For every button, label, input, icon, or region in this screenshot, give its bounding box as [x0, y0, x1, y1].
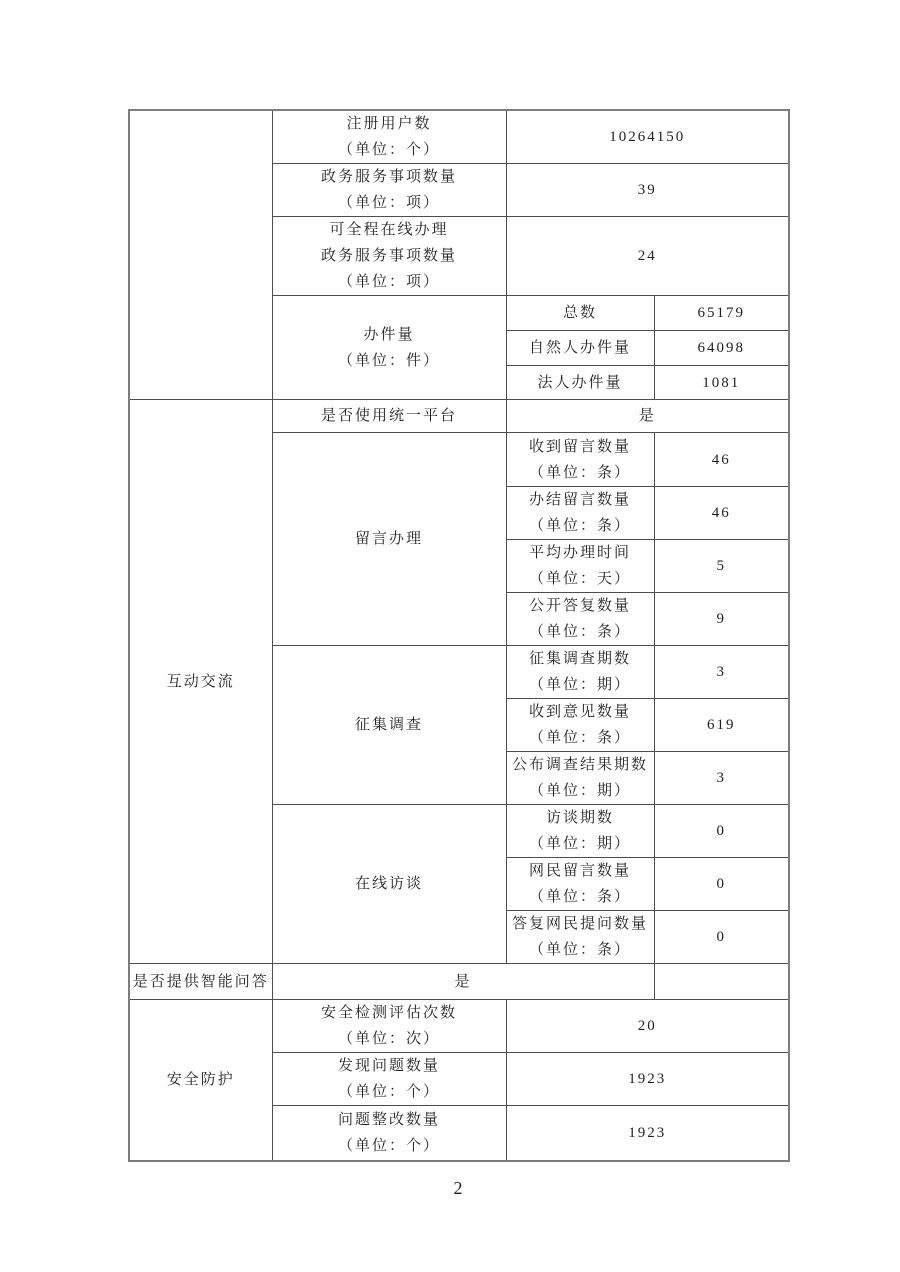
group-cell-blank	[129, 110, 272, 400]
row-label-problems-fixed	[272, 1106, 506, 1161]
group-cell-interaction: 互动交流	[129, 400, 272, 964]
value-security-checks: 20	[506, 1000, 789, 1053]
value-survey-results: 3	[654, 752, 789, 805]
label-line: 办结留言数量	[528, 492, 631, 508]
label-unit-line: （单位：条）	[528, 624, 631, 640]
label-unit-line: （单位：件）	[337, 352, 440, 369]
sub-label-case-natural: 自然人办件量	[506, 331, 654, 366]
value-msg-completed: 46	[654, 487, 789, 540]
value-msg-avg-time: 5	[654, 540, 789, 593]
label-unit-line: （单位：期）	[528, 783, 631, 799]
sub-label-case-total: 总数	[506, 296, 654, 331]
sub-label-msg-completed	[506, 487, 654, 540]
row-label-service-items	[272, 164, 506, 217]
row-label-survey: 征集调查	[272, 646, 506, 805]
row-label-unified-platform: 是否使用统一平台	[272, 400, 506, 433]
label-line: 注册用户数	[346, 116, 432, 132]
label-unit-line: （单位：条）	[528, 942, 631, 958]
row-label-security-checks	[272, 1000, 506, 1053]
value-unified-platform: 是	[506, 400, 789, 433]
label-line: 公布调查结果期数	[511, 757, 648, 773]
value-survey-opinions: 619	[654, 699, 789, 752]
sub-label-survey-opinions	[506, 699, 654, 752]
table-row	[129, 400, 789, 433]
label-line: 公开答复数量	[528, 598, 631, 614]
value-interview-messages: 0	[654, 858, 789, 911]
sub-label-interview-periods	[506, 805, 654, 858]
value-msg-received: 46	[654, 433, 789, 487]
sub-label-interview-replies	[506, 911, 654, 964]
table-row	[129, 964, 789, 1000]
label-unit-line: （单位：次）	[337, 1031, 440, 1047]
value-smart-qa: 是	[272, 964, 654, 1000]
value-problems-fixed: 1923	[506, 1106, 789, 1161]
label-line: 收到意见数量	[528, 704, 631, 720]
row-label-reg-users	[272, 110, 506, 164]
label-line: 问题整改数量	[337, 1111, 440, 1128]
row-label-message-handling: 留言办理	[272, 433, 506, 646]
sub-label-msg-received	[506, 433, 654, 487]
label-line: 答复网民提问数量	[511, 916, 648, 932]
label-unit-line: （单位：个）	[337, 1137, 440, 1154]
sub-label-msg-public-reply	[506, 593, 654, 646]
label-line: 发现问题数量	[337, 1058, 440, 1074]
label-unit-line: （单位：项）	[337, 274, 440, 290]
value-case-natural: 64098	[654, 331, 789, 366]
value-case-legal: 1081	[654, 366, 789, 400]
sub-label-case-legal: 法人办件量	[506, 366, 654, 400]
value-msg-public-reply: 9	[654, 593, 789, 646]
label-line: 可全程在线办理	[329, 222, 449, 238]
sub-label-msg-avg-time	[506, 540, 654, 593]
label-line: 访谈期数	[545, 810, 614, 826]
label-line: 收到留言数量	[528, 438, 631, 455]
table-row	[129, 1000, 789, 1053]
value-case-total: 65179	[654, 296, 789, 331]
value-interview-replies: 0	[654, 911, 789, 964]
label-unit-line: （单位：期）	[528, 836, 631, 852]
label-line: 政务服务事项数量	[320, 248, 457, 264]
value-reg-users: 10264150	[506, 110, 789, 164]
page-number: 2	[453, 1178, 463, 1198]
row-label-interview: 在线访谈	[272, 805, 506, 964]
group-cell-security: 安全防护	[129, 1000, 272, 1161]
label-unit-line: （单位：个）	[337, 1084, 440, 1100]
row-label-problems-found	[272, 1053, 506, 1106]
row-label-full-online-items	[272, 217, 506, 296]
value-service-items: 39	[506, 164, 789, 217]
table-row	[129, 110, 789, 164]
label-unit-line: （单位：天）	[528, 571, 631, 587]
row-label-case-volume	[272, 296, 506, 400]
sub-label-interview-messages	[506, 858, 654, 911]
gov-service-report-table	[128, 109, 790, 1162]
sub-label-survey-periods	[506, 646, 654, 699]
value-problems-found: 1923	[506, 1053, 789, 1106]
label-unit-line: （单位：条）	[528, 464, 631, 481]
label-line: 平均办理时间	[528, 545, 631, 561]
label-line: 安全检测评估次数	[320, 1005, 457, 1021]
label-unit-line: （单位：条）	[528, 889, 631, 905]
label-line: 政务服务事项数量	[320, 169, 457, 185]
label-unit-line: （单位：期）	[528, 677, 631, 693]
value-survey-periods: 3	[654, 646, 789, 699]
label-line: 办件量	[363, 326, 415, 343]
value-full-online-items: 24	[506, 217, 789, 296]
label-line: 网民留言数量	[528, 863, 631, 879]
label-unit-line: （单位：条）	[528, 730, 631, 746]
sub-label-survey-results	[506, 752, 654, 805]
label-unit-line: （单位：条）	[528, 518, 631, 534]
value-interview-periods: 0	[654, 805, 789, 858]
label-unit-line: （单位：项）	[337, 195, 440, 211]
label-unit-line: （单位：个）	[337, 142, 440, 158]
row-label-smart-qa: 是否提供智能问答	[129, 964, 272, 1000]
label-line: 征集调查期数	[528, 651, 631, 667]
